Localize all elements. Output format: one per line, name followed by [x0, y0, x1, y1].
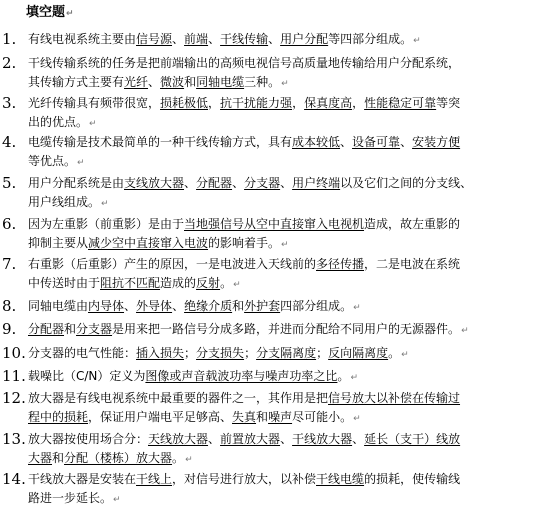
- text-line: [28, 133, 556, 152]
- text-segment: 路进一步延长。: [28, 491, 113, 505]
- text-line: [28, 30, 556, 49]
- answer-blank: 分配器: [196, 176, 233, 190]
- answer-blank: 性能稳定可靠: [364, 96, 437, 110]
- text-segment: 放大器按使用场合分：: [28, 432, 149, 446]
- text-segment: 、: [232, 176, 245, 190]
- text-segment: 干线放大器是安装在: [28, 472, 137, 486]
- text-line: [28, 297, 556, 316]
- text-segment: 、: [352, 432, 365, 446]
- answer-blank: 失真: [232, 410, 257, 424]
- text-segment: 、: [280, 432, 293, 446]
- text-segment: 等优点。: [28, 154, 77, 168]
- text-line: [28, 430, 556, 449]
- text-segment: 等突: [436, 96, 461, 110]
- text-segment: ；: [316, 346, 329, 360]
- answer-blank: 当地强信号从空中直接窜入电视机: [184, 217, 365, 231]
- paragraph-mark-icon: ↵: [353, 414, 361, 424]
- text-segment: 、: [400, 135, 413, 149]
- answer-blank: 损耗极低: [160, 96, 209, 110]
- paragraph-mark-icon: ↵: [413, 36, 421, 46]
- text-segment: 、: [148, 75, 161, 89]
- text-line: [28, 152, 556, 171]
- text-segment: 。: [220, 276, 233, 290]
- text-segment: 的损耗，使传输线: [364, 472, 461, 486]
- answer-blank: 插入损失: [136, 346, 185, 360]
- answer-blank: 噪声: [268, 410, 293, 424]
- text-segment: 、: [268, 32, 281, 46]
- question-text: [28, 215, 556, 253]
- answer-blank: 图像或声音载波功率与噪声功率之比: [145, 369, 338, 383]
- text-segment: 分支器的电气性能：: [28, 346, 137, 360]
- answer-blank: 反射: [196, 276, 221, 290]
- question-number: 10.: [2, 344, 26, 362]
- text-segment: 有线电视系统主要由: [28, 32, 137, 46]
- text-segment: 干线传输系统的任务是把前端输出的高频电视信号高质量地传输给用户分配系统，: [28, 56, 461, 70]
- answer-blank: 绝缘介质: [184, 299, 233, 313]
- text-line: [28, 113, 556, 132]
- text-segment: 、: [172, 299, 185, 313]
- question-number: 12.: [2, 389, 26, 407]
- question-text: [28, 367, 556, 386]
- text-segment: 出的优点。: [28, 115, 89, 129]
- text-segment: 、: [208, 432, 221, 446]
- text-segment: 放大器是有线电视系统中最重要的器件之一，其作用是把: [28, 391, 329, 405]
- text-segment: 抑制主要从: [28, 236, 89, 250]
- text-segment: 载噪比（C/N）定义为: [28, 369, 146, 383]
- question-number: 3.: [2, 94, 17, 112]
- question-number: 8.: [2, 297, 17, 315]
- text-line: [28, 489, 556, 508]
- text-line: [28, 193, 556, 212]
- text-segment: ，保证用户端电平足够高、: [88, 410, 233, 424]
- text-segment: 、: [208, 32, 221, 46]
- answer-blank: 安装方便: [412, 135, 461, 149]
- text-line: [28, 470, 556, 489]
- answer-blank: 保真度高: [304, 96, 353, 110]
- question-number: 2.: [2, 54, 17, 72]
- answer-blank: 支线放大器: [124, 176, 185, 190]
- answer-blank: 外护套: [244, 299, 281, 313]
- paragraph-mark-icon: ↵: [401, 350, 409, 360]
- answer-blank: 内导体: [88, 299, 125, 313]
- text-line: [28, 255, 556, 274]
- answer-blank: 大器: [28, 451, 53, 465]
- section-title-text: 填空题: [26, 5, 66, 20]
- section-title: [26, 4, 74, 23]
- answer-blank: 前置放大器: [220, 432, 281, 446]
- answer-blank: 成本较低: [292, 135, 341, 149]
- answer-blank: 信号源: [136, 32, 173, 46]
- text-segment: 和: [184, 75, 197, 89]
- answer-blank: 分支隔离度: [256, 346, 317, 360]
- paragraph-mark-icon: ↵: [113, 495, 121, 505]
- answer-blank: 同轴电缆: [196, 75, 245, 89]
- answer-blank: 减少空中直接窜入电波: [88, 236, 209, 250]
- text-segment: ，: [292, 96, 305, 110]
- question-text: [28, 174, 556, 212]
- question-number: 13.: [2, 430, 26, 448]
- question-text: [28, 255, 556, 293]
- answer-blank: 天线放大器: [148, 432, 209, 446]
- paragraph-mark-icon: ↵: [350, 373, 358, 383]
- answer-blank: 干线传输: [220, 32, 269, 46]
- answer-blank: 多径传播: [316, 257, 365, 271]
- question-text: [28, 133, 556, 171]
- text-segment: 、: [172, 32, 185, 46]
- answer-blank: 分支损失: [196, 346, 245, 360]
- text-line: [28, 274, 556, 293]
- answer-blank: 干线放大器: [292, 432, 353, 446]
- paragraph-mark-icon: ↵: [101, 199, 109, 209]
- answer-blank: 抗干扰能力强: [220, 96, 293, 110]
- text-line: [28, 320, 556, 339]
- question-text: [28, 344, 556, 363]
- answer-blank: 外导体: [136, 299, 173, 313]
- paragraph-mark-icon: ↵: [461, 326, 469, 336]
- answer-blank: 用户终端: [292, 176, 341, 190]
- question-text: [28, 430, 556, 468]
- text-segment: ，: [208, 96, 221, 110]
- text-segment: 造成的: [160, 276, 197, 290]
- text-segment: 是用来把一路信号分成多路，并进而分配给不同用户的无源器件。: [112, 322, 461, 336]
- question-text: [28, 297, 556, 316]
- text-line: [28, 449, 556, 468]
- question-text: [28, 470, 556, 508]
- text-segment: 中传送时由于: [28, 276, 101, 290]
- text-segment: 四部分组成。: [280, 299, 353, 313]
- text-segment: 光纤传输具有频带很宽，: [28, 96, 161, 110]
- question-number: 7.: [2, 255, 17, 273]
- answer-blank: 程中的损耗: [28, 410, 89, 424]
- text-line: [28, 367, 556, 386]
- paragraph-mark-icon: ↵: [281, 240, 289, 250]
- question-number: 11.: [2, 367, 26, 385]
- question-text: [28, 389, 556, 427]
- answer-blank: 分配器: [28, 322, 65, 336]
- answer-blank: 延长（支干）线放: [364, 432, 461, 446]
- text-segment: 其传输方式主要有: [28, 75, 125, 89]
- answer-blank: 干线电缆: [316, 472, 365, 486]
- text-segment: 、: [340, 135, 353, 149]
- text-line: [28, 344, 556, 363]
- text-line: [28, 54, 556, 73]
- text-segment: ，二是电波在系统: [364, 257, 461, 271]
- text-segment: ；: [184, 346, 197, 360]
- question-text: [28, 30, 556, 49]
- answer-blank: 阻抗不匹配: [100, 276, 161, 290]
- text-segment: ，对信号进行放大，以补偿: [172, 472, 317, 486]
- text-segment: 。: [388, 346, 401, 360]
- text-segment: ，: [352, 96, 365, 110]
- text-segment: 右重影（后重影）产生的原因，一是电波进入天线前的: [28, 257, 317, 271]
- paragraph-mark-icon: ↵: [233, 280, 241, 290]
- paragraph-mark-icon: ↵: [77, 158, 85, 168]
- text-line: [28, 215, 556, 234]
- answer-blank: 分支器: [244, 176, 281, 190]
- answer-blank: 信号放大以补偿在传输过: [328, 391, 461, 405]
- question-text: [28, 320, 556, 339]
- text-segment: 。: [172, 451, 185, 465]
- answer-blank: 光纤: [124, 75, 149, 89]
- question-text: [28, 94, 556, 132]
- text-segment: 因为左重影（前重影）是由于: [28, 217, 185, 231]
- text-segment: 等四部分组成。: [328, 32, 413, 46]
- paragraph-mark-icon: ↵: [281, 79, 289, 89]
- text-line: [28, 174, 556, 193]
- text-segment: 用户线组成。: [28, 195, 101, 209]
- text-segment: 三种。: [244, 75, 281, 89]
- text-line: [28, 73, 556, 92]
- answer-blank: 微波: [160, 75, 185, 89]
- answer-blank: 前端: [184, 32, 209, 46]
- question-number: 14.: [2, 470, 26, 488]
- answer-blank: 设备可靠: [352, 135, 401, 149]
- text-line: [28, 408, 556, 427]
- paragraph-mark-icon: ↵: [66, 9, 74, 19]
- question-text: [28, 54, 556, 92]
- answer-blank: 分支器: [76, 322, 113, 336]
- text-segment: 、: [124, 299, 137, 313]
- question-number: 6.: [2, 215, 17, 233]
- text-segment: 造成，故左重影的: [364, 217, 461, 231]
- text-segment: ；: [244, 346, 257, 360]
- text-line: [28, 234, 556, 253]
- text-line: [28, 94, 556, 113]
- text-segment: 和: [64, 322, 77, 336]
- answer-blank: 用户分配: [280, 32, 329, 46]
- question-number: 4.: [2, 133, 17, 151]
- paragraph-mark-icon: ↵: [353, 303, 361, 313]
- text-segment: 同轴电缆由: [28, 299, 89, 313]
- answer-blank: 分配（楼栋）放大器: [64, 451, 173, 465]
- text-segment: 和: [232, 299, 245, 313]
- text-segment: 和: [52, 451, 65, 465]
- text-segment: 和: [256, 410, 269, 424]
- text-segment: 、: [280, 176, 293, 190]
- question-number: 1.: [2, 30, 17, 48]
- text-line: [28, 389, 556, 408]
- text-segment: 以及它们之间的分支线、: [340, 176, 473, 190]
- text-segment: 尽可能小。: [292, 410, 353, 424]
- text-segment: 的影响着手。: [208, 236, 281, 250]
- text-segment: 电缆传输是技术最简单的一种干线传输方式，具有: [28, 135, 293, 149]
- question-number: 9.: [2, 320, 17, 338]
- answer-blank: 反向隔离度: [328, 346, 389, 360]
- text-segment: 用户分配系统是由: [28, 176, 125, 190]
- text-segment: 。: [337, 369, 350, 383]
- paragraph-mark-icon: ↵: [89, 119, 97, 129]
- question-number: 5.: [2, 174, 17, 192]
- answer-blank: 干线上: [136, 472, 173, 486]
- text-segment: 、: [184, 176, 197, 190]
- paragraph-mark-icon: ↵: [185, 455, 193, 465]
